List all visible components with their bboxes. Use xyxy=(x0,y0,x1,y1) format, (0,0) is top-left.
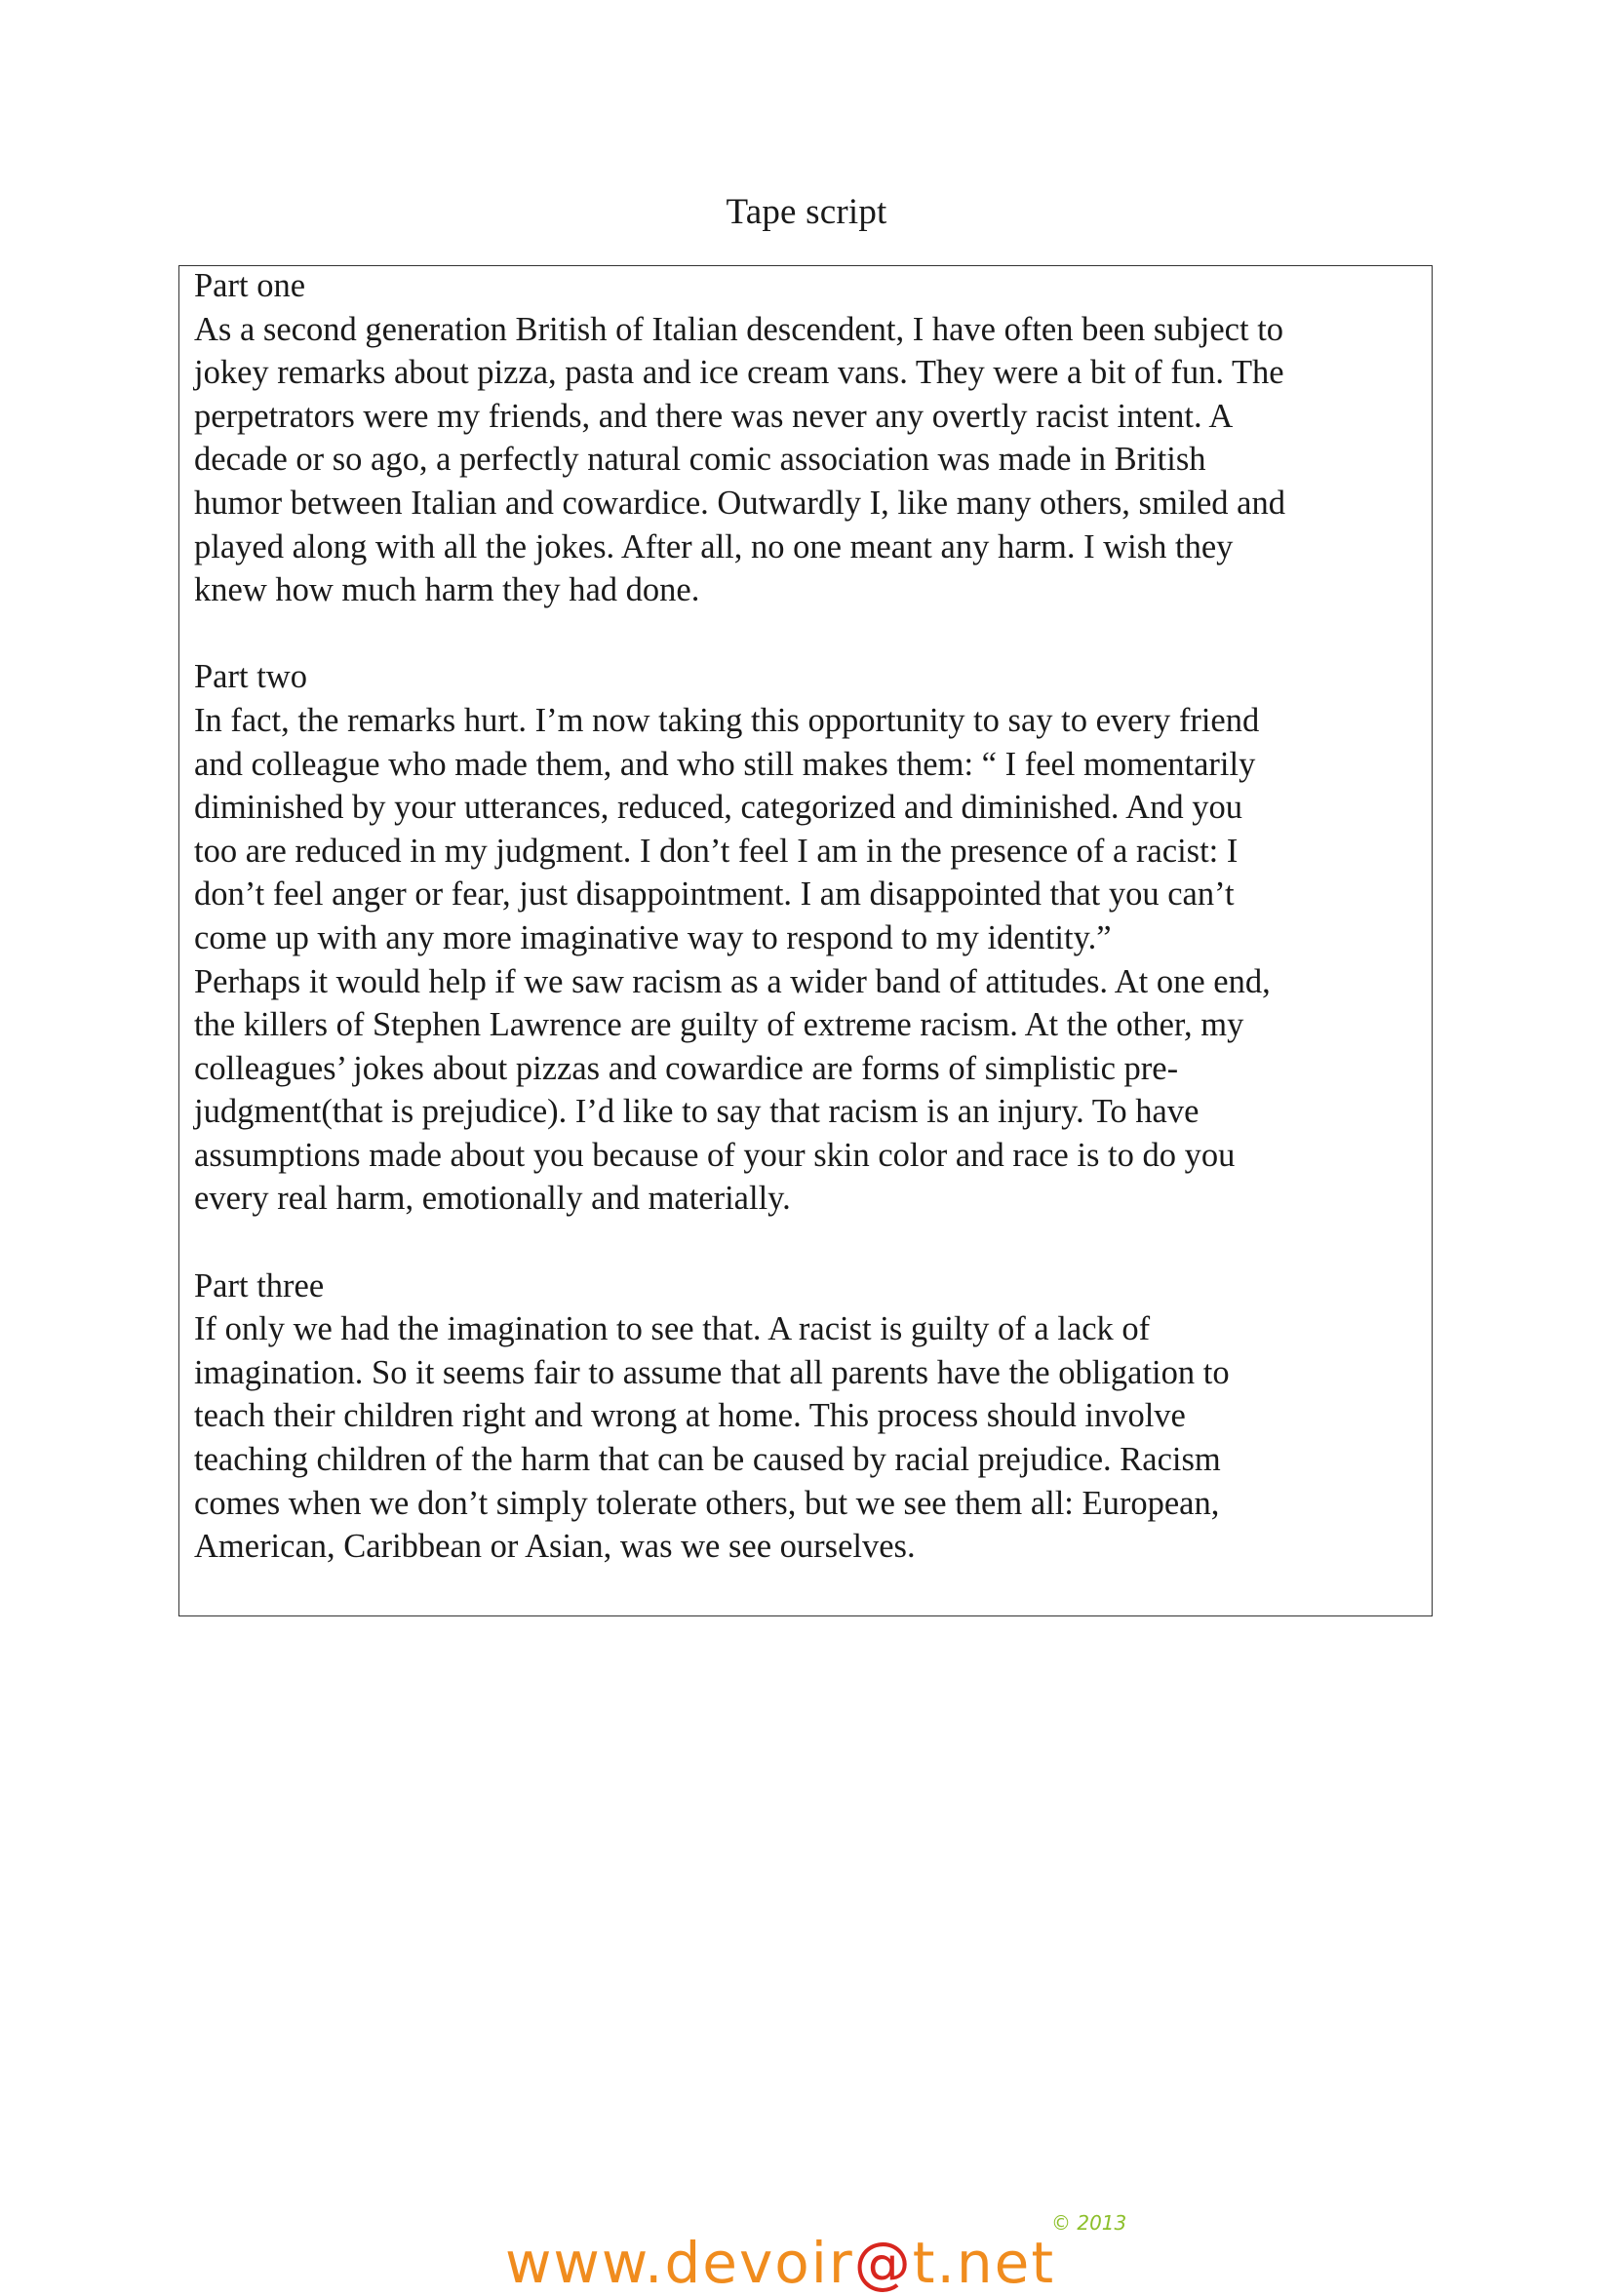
part-heading: Part one xyxy=(194,267,306,304)
text-line: imagination. So it seems fair to assume that all parents have the obligation to xyxy=(194,1353,1230,1391)
text-line: American, Caribbean or Asian, was we see ourselves. xyxy=(194,1528,916,1566)
text-line: Perhaps it would help if we saw racism as a wider band of attitudes. At one end, xyxy=(194,962,1271,1000)
tape-script-box xyxy=(178,265,1433,1616)
footer-watermark xyxy=(505,2230,1056,2296)
text-line: As a second generation British of Italian descendent, I have often been subject to xyxy=(194,310,1284,348)
text-line: teach their children right and wrong at home. This process should involve xyxy=(194,1397,1186,1435)
part-section xyxy=(194,264,1416,612)
text-line: jokey remarks about pizza, pasta and ice cream vans. They were a bit of fun. The xyxy=(194,354,1284,392)
text-line: and colleague who made them, and who still makes them: “ I feel momentarily xyxy=(194,745,1256,783)
text-line: assumptions made about you because of your skin color and race is to do you xyxy=(194,1136,1236,1174)
footer-devoir: devoir xyxy=(664,2230,854,2296)
text-line: knew how much harm they had done. xyxy=(194,571,700,609)
part-section xyxy=(194,655,1416,1221)
part-paragraph xyxy=(194,699,1416,960)
part-paragraph xyxy=(194,308,1416,612)
footer-at-sign: @ xyxy=(853,2230,913,2296)
text-line: teaching children of the harm that can be caused by racial prejudice. Racism xyxy=(194,1441,1221,1479)
text-line: perpetrators were my friends, and there was never any overtly racist intent. A xyxy=(194,397,1234,435)
text-line: don’t feel anger or fear, just disappointment. I am disappointed that you can’t xyxy=(194,876,1235,914)
text-line: the killers of Stephen Lawrence are guilty of extreme racism. At the other, my xyxy=(194,1006,1244,1044)
text-line: If only we had the imagination to see that. A racist is guilty of a lack of xyxy=(194,1310,1151,1348)
tape-script-content xyxy=(194,264,1416,1569)
footer-dot: . xyxy=(645,2230,665,2296)
text-line: come up with any more imaginative way to respond to my identity.” xyxy=(194,918,1112,956)
footer-copyright: © 2013 xyxy=(1051,2211,1127,2235)
part-heading: Part two xyxy=(194,658,307,696)
page-title: Tape script xyxy=(726,192,887,232)
text-line: judgment(that is prejudice). I’d like to say that racism is an injury. To have xyxy=(194,1093,1200,1131)
text-line: humor between Italian and cowardice. Outwardly I, like many others, smiled and xyxy=(194,484,1285,522)
part-paragraph xyxy=(194,960,1416,1222)
part-spacer xyxy=(194,612,1416,656)
text-line: In fact, the remarks hurt. I’m now taking this opportunity to say to every friend xyxy=(194,701,1260,739)
footer-www: www xyxy=(505,2230,645,2296)
part-spacer xyxy=(194,1221,1416,1265)
text-line: comes when we don’t simply tolerate others, but we see them all: European, xyxy=(194,1484,1220,1522)
text-line: every real harm, emotionally and materially. xyxy=(194,1180,791,1218)
footer-net: net xyxy=(956,2230,1056,2296)
text-line: too are reduced in my judgment. I don’t feel I am in the presence of a racist: I xyxy=(194,832,1239,870)
text-line: played along with all the jokes. After all, no one meant any harm. I wish they xyxy=(194,527,1234,565)
part-heading: Part three xyxy=(194,1266,325,1304)
text-line: colleagues’ jokes about pizzas and cowardice are forms of simplistic pre- xyxy=(194,1049,1179,1087)
footer-t: t xyxy=(912,2230,937,2296)
footer-dot: . xyxy=(936,2230,957,2296)
part-paragraph xyxy=(194,1307,1416,1569)
part-section xyxy=(194,1265,1416,1569)
text-line: diminished by your utterances, reduced, categorized and diminished. And you xyxy=(194,789,1242,827)
text-line: decade or so ago, a perfectly natural comic association was made in British xyxy=(194,441,1206,479)
